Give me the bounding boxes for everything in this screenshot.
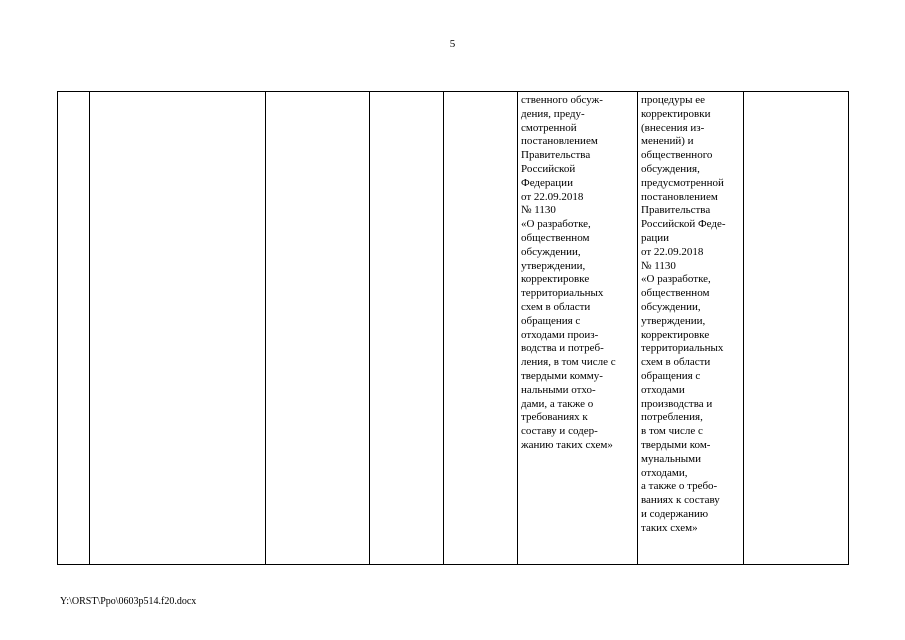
table-row	[58, 92, 849, 565]
table-cell-name	[90, 92, 266, 565]
table-cell-col8	[744, 92, 849, 565]
table-cell-number	[58, 92, 90, 565]
table-cell-col3	[266, 92, 370, 565]
table-cell-col4	[370, 92, 444, 565]
table-cell-col6: ственного обсуж- дения, преду- смотренной постановлением Правительства Российской Федерации от 22.09.2018 № 1130 «О разработке, общественном обсуждении, утверждении, корректировке территориальных схем в области обращения с отходами произ- водства и потреб- ления, в том числе с твердыми комму- нальными отхо- дами, а также о требованиях к составу и содер- жанию таких схем»	[518, 92, 638, 565]
table-cell-col7: процедуры ее корректировки (внесения из- менений) и общественного обсуждения, предусмотренной постановлением Правительства Российской Феде- рации от 22.09.2018 № 1130 «О разработке, общественном обсуждении, утверждении, корректировке территориальных схем в области обращения с отходами производства и потребления, в том числе с твердыми ком- мунальными отходами, а также о требо- ваниях к составу и содержанию таких схем»	[638, 92, 744, 565]
page-number: 5	[449, 38, 456, 50]
footer-file-path: Y:\ORST\Ppo\0603p514.f20.docx	[60, 596, 197, 607]
table-cell-col5	[444, 92, 518, 565]
document-table	[57, 91, 849, 565]
